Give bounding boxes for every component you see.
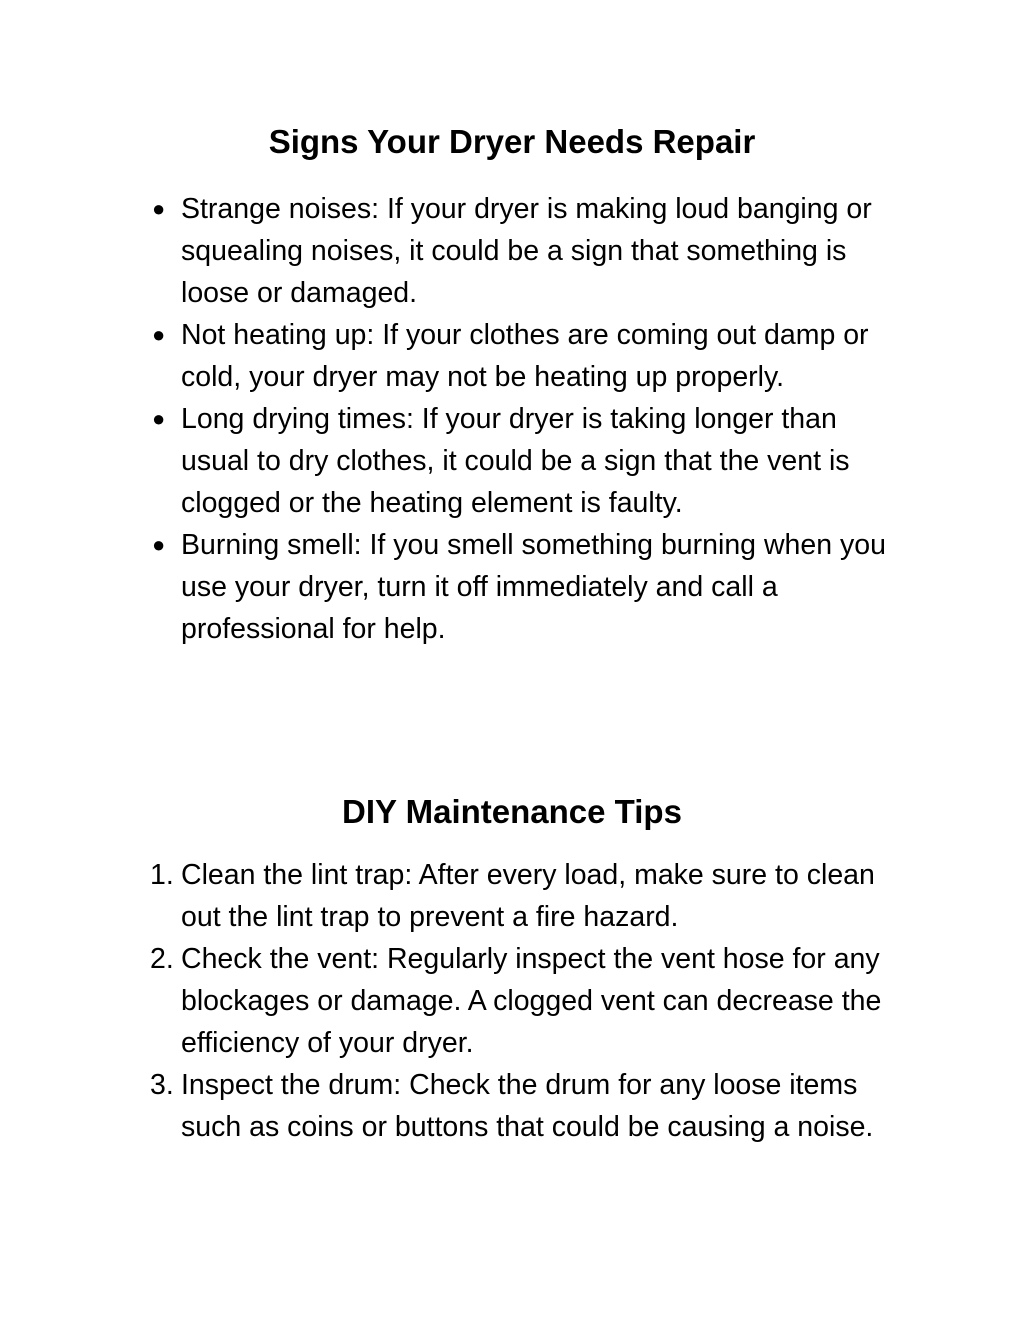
list-item-text: Inspect the drum: Check the drum for any loose items such as coins or buttons that could be causing a noise. [181,1069,874,1143]
repair-signs-list [150,188,910,650]
list-number: 3. [150,1069,174,1101]
diy-tips-list [150,854,910,1148]
list-item-text: Clean the lint trap: After every load, make sure to clean out the lint trap to prevent a fire hazard. [181,859,875,933]
list-number: 1. [150,859,174,891]
bullet-icon: ● [152,196,166,221]
list-number: 2. [150,943,174,975]
bullet-icon: ● [152,532,166,557]
list-item-text: Not heating up: If your clothes are coming out damp or cold, your dryer may not be heating up properly. [181,319,869,393]
list-item-text: Burning smell: If you smell something burning when you use your dryer, turn it off immediately and call a professional for help. [181,529,886,645]
section-title-diy-tips: DIY Maintenance Tips [342,793,682,830]
section-title-repair-signs: Signs Your Dryer Needs Repair [268,123,756,160]
bullet-icon: ● [152,322,166,347]
list-item [150,188,910,314]
list-item [150,398,910,524]
list-item [150,1064,910,1148]
list-item [150,938,910,1064]
list-item [150,314,910,398]
list-item [150,854,910,938]
list-item-text: Long drying times: If your dryer is taking longer than usual to dry clothes, it could be a sign that the vent is clogged or the heating element is faulty. [181,403,850,519]
list-item-text: Strange noises: If your dryer is making loud banging or squealing noises, it could be a sign that something is loose or damaged. [181,193,872,309]
list-item-text: Check the vent: Regularly inspect the vent hose for any blockages or damage. A clogged vent can decrease the efficiency of your dryer. [181,943,882,1059]
list-item [150,524,910,650]
bullet-icon: ● [152,406,166,431]
